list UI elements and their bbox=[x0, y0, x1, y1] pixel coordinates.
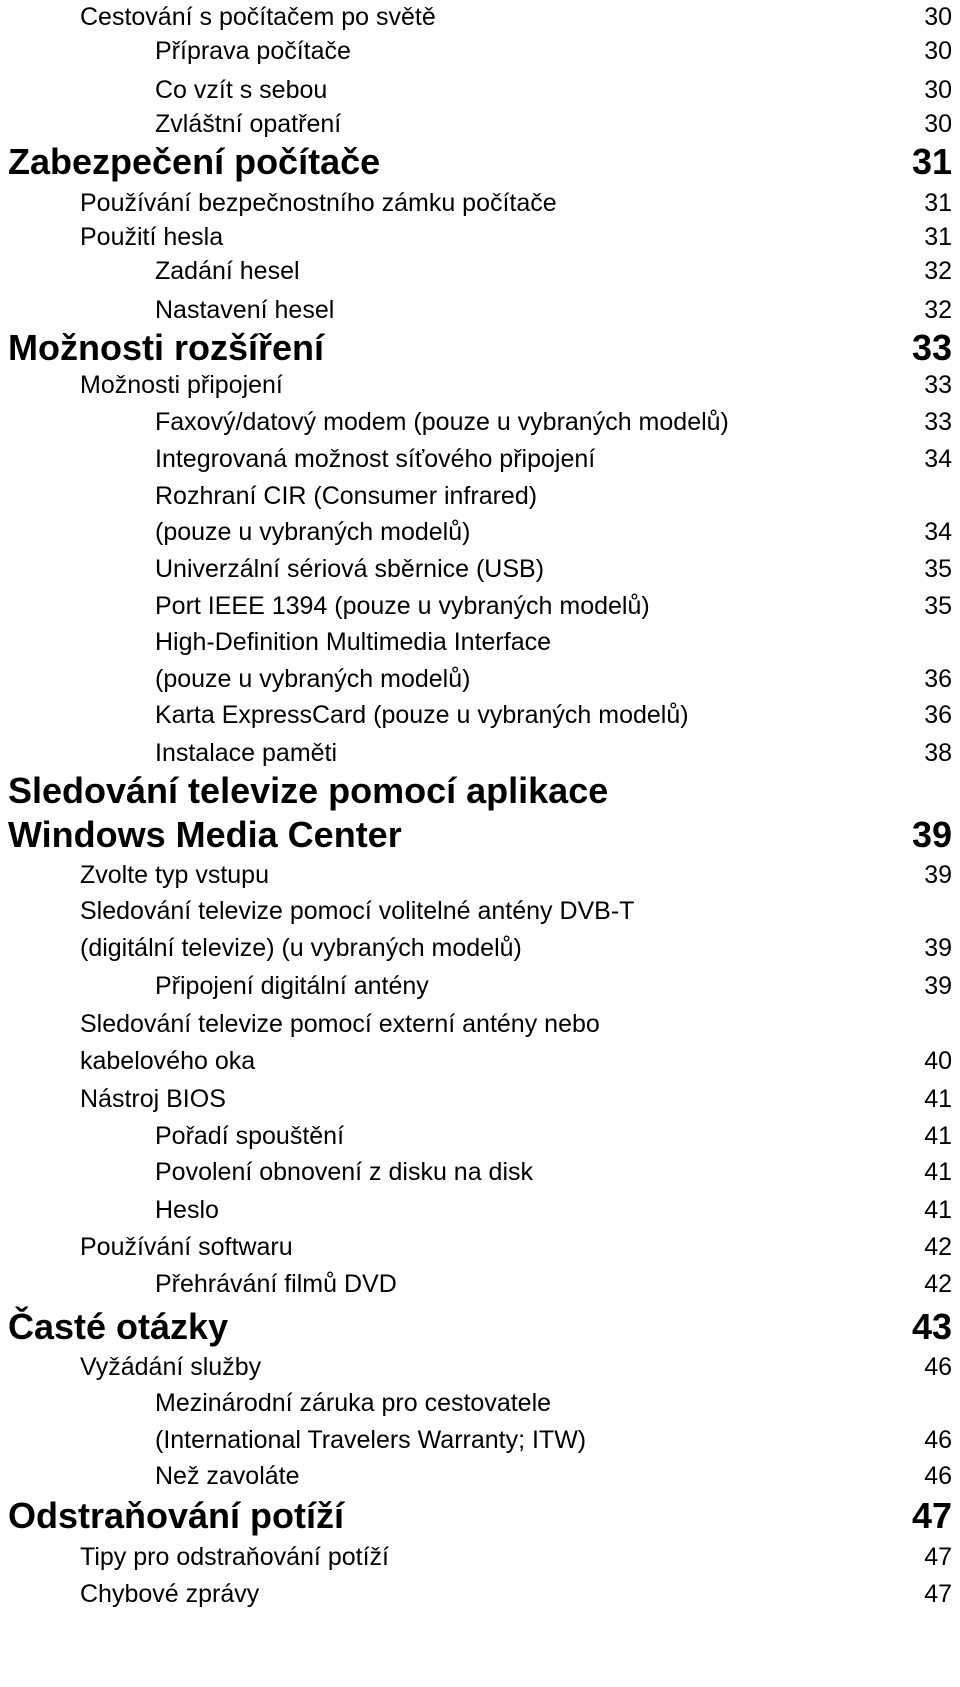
page-number: 30 bbox=[924, 3, 952, 31]
page-number: 41 bbox=[924, 1122, 952, 1150]
page-number: 31 bbox=[924, 223, 952, 251]
entry-title: kabelového oka bbox=[80, 1047, 256, 1075]
toc-chapter-entry bbox=[0, 1495, 952, 1537]
page-number: 38 bbox=[924, 739, 952, 767]
entry-title: (pouze u vybraných modelů) bbox=[155, 518, 471, 546]
toc-entry bbox=[0, 738, 952, 768]
entry-title: Nastavení hesel bbox=[155, 296, 335, 324]
chapter-title: Sledování televize pomocí aplikace bbox=[8, 770, 609, 811]
toc-entry bbox=[0, 1425, 952, 1455]
toc-entry bbox=[0, 407, 952, 437]
page-number: 32 bbox=[924, 296, 952, 324]
toc-entry bbox=[0, 444, 952, 474]
entry-title: Pořadí spouštění bbox=[155, 1122, 345, 1150]
page-number: 47 bbox=[911, 1495, 952, 1536]
page-number: 39 bbox=[924, 972, 952, 1000]
toc-entry bbox=[0, 481, 952, 511]
toc-entry bbox=[0, 295, 952, 325]
toc-entry bbox=[0, 1542, 952, 1572]
page-number: 31 bbox=[924, 189, 952, 217]
page-number: 46 bbox=[924, 1426, 952, 1454]
entry-title: Zadání hesel bbox=[155, 257, 300, 285]
page-number: 39 bbox=[911, 814, 952, 855]
entry-title: Heslo bbox=[155, 1196, 219, 1224]
entry-title: Než zavoláte bbox=[155, 1462, 300, 1490]
toc-entry bbox=[0, 1121, 952, 1151]
toc-entry bbox=[0, 700, 952, 730]
page-number: 34 bbox=[924, 445, 952, 473]
page-number: 43 bbox=[911, 1306, 952, 1347]
toc-entry bbox=[0, 222, 952, 252]
page-number: 36 bbox=[924, 665, 952, 693]
page-number: 46 bbox=[924, 1462, 952, 1490]
entry-title: Sledování televize pomocí volitelné antény DVB-T bbox=[80, 897, 635, 925]
entry-title: Použití hesla bbox=[80, 223, 224, 251]
page-number: 32 bbox=[924, 257, 952, 285]
page-number: 41 bbox=[924, 1196, 952, 1224]
toc-entry bbox=[0, 1084, 952, 1114]
entry-title: Rozhraní CIR (Consumer infrared) bbox=[155, 482, 538, 510]
entry-title: (pouze u vybraných modelů) bbox=[155, 665, 471, 693]
page-number: 39 bbox=[924, 934, 952, 962]
toc-entry bbox=[0, 36, 952, 66]
toc-chapter-entry bbox=[0, 327, 952, 369]
entry-title: Instalace paměti bbox=[155, 739, 338, 767]
entry-title: Přehrávání filmů DVD bbox=[155, 1270, 397, 1298]
page-number: 33 bbox=[924, 408, 952, 436]
entry-title: Co vzít s sebou bbox=[155, 76, 328, 104]
toc-entry bbox=[0, 1009, 952, 1039]
entry-title: Chybové zprávy bbox=[80, 1580, 260, 1608]
page-number: 46 bbox=[924, 1353, 952, 1381]
toc-entry bbox=[0, 256, 952, 286]
entry-title: Používání bezpečnostního zámku počítače bbox=[80, 189, 557, 217]
toc-chapter-entry bbox=[0, 141, 952, 183]
entry-title: Připojení digitální antény bbox=[155, 972, 429, 1000]
page-number: 35 bbox=[924, 555, 952, 583]
toc-entry bbox=[0, 1461, 952, 1491]
chapter-title: Možnosti rozšíření bbox=[8, 327, 325, 368]
entry-title: Sledování televize pomocí externí antény nebo bbox=[80, 1010, 600, 1038]
entry-title: Povolení obnovení z disku na disk bbox=[155, 1158, 534, 1186]
toc-entry bbox=[0, 591, 952, 621]
toc-entry bbox=[0, 1232, 952, 1262]
page-number: 33 bbox=[911, 327, 952, 368]
toc-entry bbox=[0, 1352, 952, 1382]
toc-entry bbox=[0, 860, 952, 890]
toc-entry bbox=[0, 109, 952, 139]
toc-entry bbox=[0, 896, 952, 926]
entry-title: Používání softwaru bbox=[80, 1233, 293, 1261]
entry-title: Zvolte typ vstupu bbox=[80, 861, 269, 889]
toc-entry bbox=[0, 627, 952, 657]
toc-entry bbox=[0, 2, 952, 32]
toc-entry bbox=[0, 971, 952, 1001]
toc-entry bbox=[0, 1269, 952, 1299]
chapter-title: Odstraňování potíží bbox=[8, 1495, 345, 1536]
entry-title: Vyžádání služby bbox=[80, 1353, 262, 1381]
page-number: 39 bbox=[924, 861, 952, 889]
toc-entry bbox=[0, 554, 952, 584]
toc-chapter-entry bbox=[0, 1306, 952, 1348]
toc-entry bbox=[0, 517, 952, 547]
toc-entry bbox=[0, 1046, 952, 1076]
page-number: 42 bbox=[924, 1233, 952, 1261]
entry-title: Univerzální sériová sběrnice (USB) bbox=[155, 555, 545, 583]
entry-title: Integrovaná možnost síťového připojení bbox=[155, 445, 596, 473]
page-number: 34 bbox=[924, 518, 952, 546]
entry-title: High-Definition Multimedia Interface bbox=[155, 628, 552, 656]
page-number: 35 bbox=[924, 592, 952, 620]
chapter-title: Windows Media Center bbox=[8, 814, 402, 855]
entry-title: Cestování s počítačem po světě bbox=[80, 3, 436, 31]
page-number: 30 bbox=[924, 110, 952, 138]
page-number: 30 bbox=[924, 37, 952, 65]
page-number: 42 bbox=[924, 1270, 952, 1298]
entry-title: Možnosti připojení bbox=[80, 371, 283, 399]
chapter-title: Časté otázky bbox=[8, 1306, 229, 1347]
page-number: 47 bbox=[924, 1543, 952, 1571]
toc-entry bbox=[0, 933, 952, 963]
entry-title: (digitální televize) (u vybraných modelů) bbox=[80, 934, 522, 962]
toc-entry bbox=[0, 1157, 952, 1187]
toc-entry bbox=[0, 188, 952, 218]
entry-title: Mezinárodní záruka pro cestovatele bbox=[155, 1389, 552, 1417]
entry-title: Zvláštní opatření bbox=[155, 110, 342, 138]
toc-chapter-entry bbox=[0, 770, 952, 812]
entry-title: (International Travelers Warranty; ITW) bbox=[155, 1426, 587, 1454]
page-number: 41 bbox=[924, 1158, 952, 1186]
entry-title: Nástroj BIOS bbox=[80, 1085, 226, 1113]
chapter-title: Zabezpečení počítače bbox=[8, 141, 381, 182]
page-number: 36 bbox=[924, 701, 952, 729]
toc-entry bbox=[0, 75, 952, 105]
page-number: 33 bbox=[924, 371, 952, 399]
page-number: 40 bbox=[924, 1047, 952, 1075]
toc-chapter-entry bbox=[0, 814, 952, 856]
entry-title: Karta ExpressCard (pouze u vybraných modelů) bbox=[155, 701, 689, 729]
page-number: 30 bbox=[924, 76, 952, 104]
entry-title: Faxový/datový modem (pouze u vybraných modelů) bbox=[155, 408, 729, 436]
entry-title: Port IEEE 1394 (pouze u vybraných modelů) bbox=[155, 592, 650, 620]
toc-entry bbox=[0, 370, 952, 400]
entry-title: Tipy pro odstraňování potíží bbox=[80, 1543, 389, 1571]
page-number: 47 bbox=[924, 1580, 952, 1608]
page-number: 31 bbox=[911, 141, 952, 182]
toc-entry bbox=[0, 1195, 952, 1225]
page-number: 41 bbox=[924, 1085, 952, 1113]
toc-entry bbox=[0, 664, 952, 694]
entry-title: Příprava počítače bbox=[155, 37, 351, 65]
toc-entry bbox=[0, 1388, 952, 1418]
toc-entry bbox=[0, 1579, 952, 1609]
